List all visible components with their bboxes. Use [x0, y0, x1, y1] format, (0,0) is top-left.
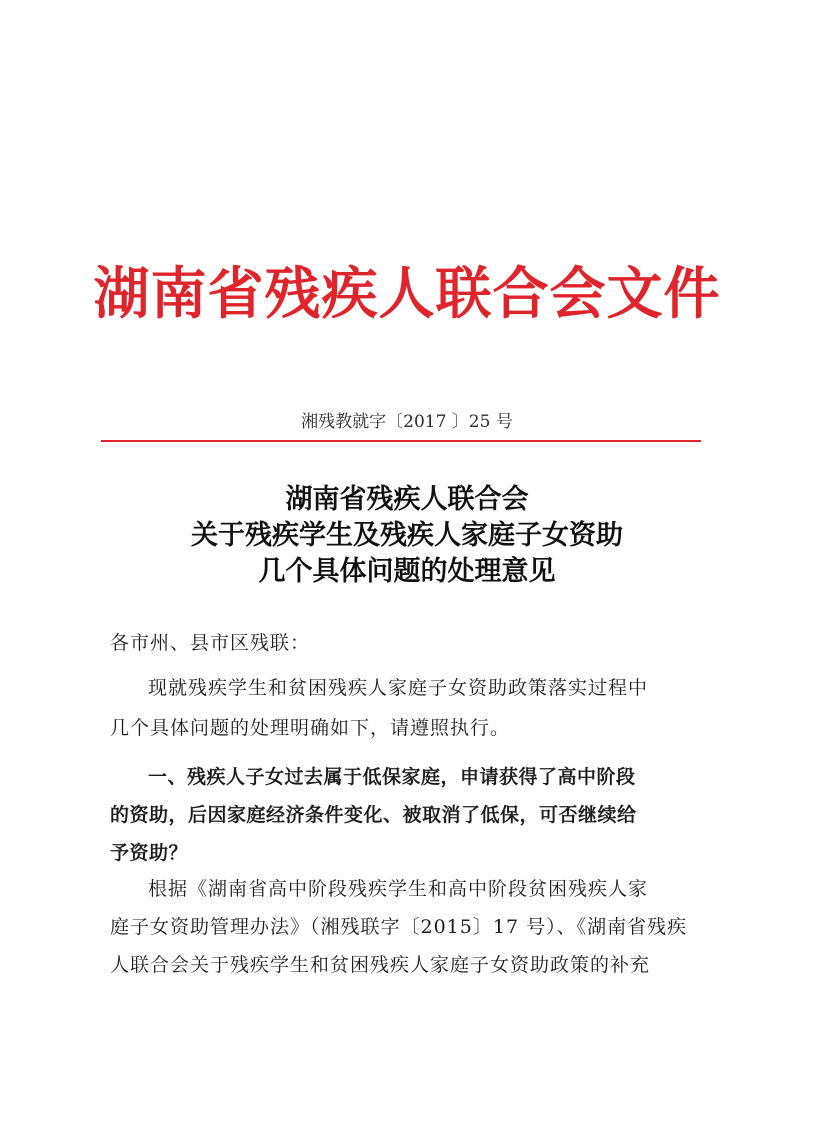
paragraph-line: 人联合会关于残疾学生和贫困残疾人家庭子女资助政策的补充: [110, 954, 651, 976]
title-line: 关于残疾学生及残疾人家庭子女资助: [191, 520, 623, 551]
document-number: 湘残教就字〔2017 〕25 号: [301, 412, 513, 432]
paragraph-line: 现就残疾学生和贫困残疾人家庭子女资助政策落实过程中: [148, 677, 649, 699]
paragraph-line: 根据《湖南省高中阶段残疾学生和高中阶段贫困残疾人家: [148, 878, 649, 900]
red-separator-line: [101, 440, 701, 442]
issuing-authority-header: 湖南省残疾人联合会文件: [93, 262, 721, 327]
paragraph-answer-one: [110, 870, 710, 984]
paragraph-intro: [110, 668, 710, 748]
title-line: 湖南省残疾人联合会: [285, 484, 529, 515]
document-title: [0, 482, 814, 590]
paragraph-question-one: [110, 758, 710, 872]
paragraph-line: 的资助，后因家庭经济条件变化、被取消了低保，可否继续给: [110, 804, 637, 826]
paragraph-line: 予资助？: [110, 842, 189, 864]
paragraph-line: 庭子女资助管理办法》（湘残联字〔2015〕17 号）、《湖南省残疾: [110, 916, 688, 938]
paragraph-line: 几个具体问题的处理明确如下，请遵照执行。: [110, 717, 511, 739]
paragraph-line: 一、残疾人子女过去属于低保家庭，申请获得了高中阶段: [148, 766, 636, 788]
salutation: 各市州、县市区残联：: [110, 632, 311, 654]
title-line: 几个具体问题的处理意见: [258, 556, 556, 587]
